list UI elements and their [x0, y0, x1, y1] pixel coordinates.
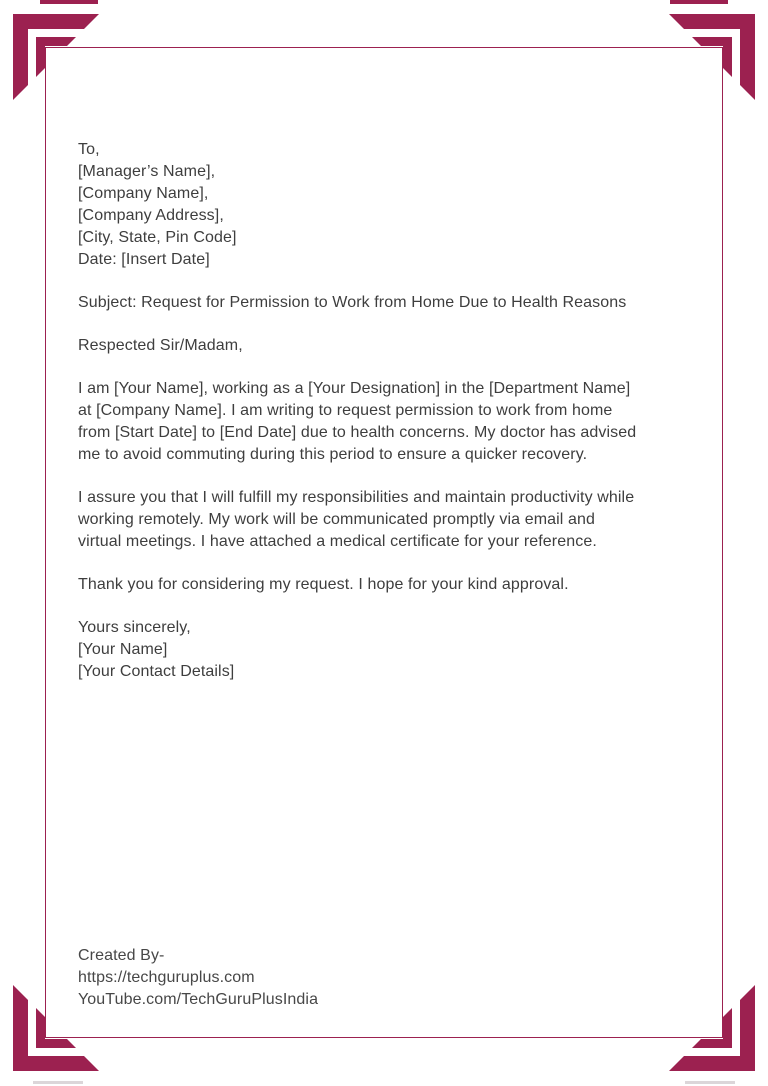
closing-line: [Your Name] [78, 641, 168, 658]
salutation: Respected Sir/Madam, [78, 337, 243, 354]
edge-trim-bottom-right [685, 1081, 735, 1084]
paragraph-line: me to avoid commuting during this period to ensure a quicker recovery. [78, 446, 588, 463]
paragraph-line: working remotely. My work will be communicated promptly via email and [78, 511, 596, 528]
paragraph-line: at [Company Name]. I am writing to request permission to work from home [78, 402, 613, 419]
corner-flourish-bottom-right-icon [665, 981, 755, 1071]
edge-trim-bottom-left [33, 1081, 83, 1084]
youtube-channel-text: YouTube.com/TechGuruPlusIndia [78, 991, 319, 1008]
recipient-line: [City, State, Pin Code] [78, 229, 237, 246]
credit-label: Created By- [78, 947, 165, 964]
corner-flourish-top-right-icon [665, 14, 755, 104]
body-paragraph-3 [78, 574, 698, 596]
closing-line: Yours sincerely, [78, 619, 191, 636]
body-paragraph-2 [78, 487, 698, 553]
recipient-line: To, [78, 141, 100, 158]
recipient-block [78, 139, 698, 271]
paragraph-line: I am [Your Name], working as a [Your Designation] in the [Department Name] [78, 380, 631, 397]
body-paragraph-1 [78, 378, 698, 466]
recipient-line: [Company Address], [78, 207, 224, 224]
paragraph-line: from [Start Date] to [End Date] due to health concerns. My doctor has advised [78, 424, 637, 441]
date-line: Date: [Insert Date] [78, 251, 210, 268]
recipient-line: [Manager’s Name], [78, 163, 216, 180]
paragraph-line: I assure you that I will fulfill my responsibilities and maintain productivity while [78, 489, 635, 506]
paragraph-line: virtual meetings. I have attached a medical certificate for your reference. [78, 533, 597, 550]
website-url-text: https://techguruplus.com [78, 969, 255, 986]
recipient-line: [Company Name], [78, 185, 209, 202]
credit-footer [78, 945, 318, 1011]
corner-flourish-top-left-icon [13, 14, 103, 104]
closing-line: [Your Contact Details] [78, 663, 235, 680]
edge-trim-top-left [40, 0, 98, 4]
closing-block [78, 617, 698, 683]
edge-trim-top-right [670, 0, 728, 4]
paragraph-line: Thank you for considering my request. I hope for your kind approval. [78, 576, 569, 593]
letter-body [78, 139, 698, 683]
subject-line: Subject: Request for Permission to Work from Home Due to Health Reasons [78, 294, 627, 311]
